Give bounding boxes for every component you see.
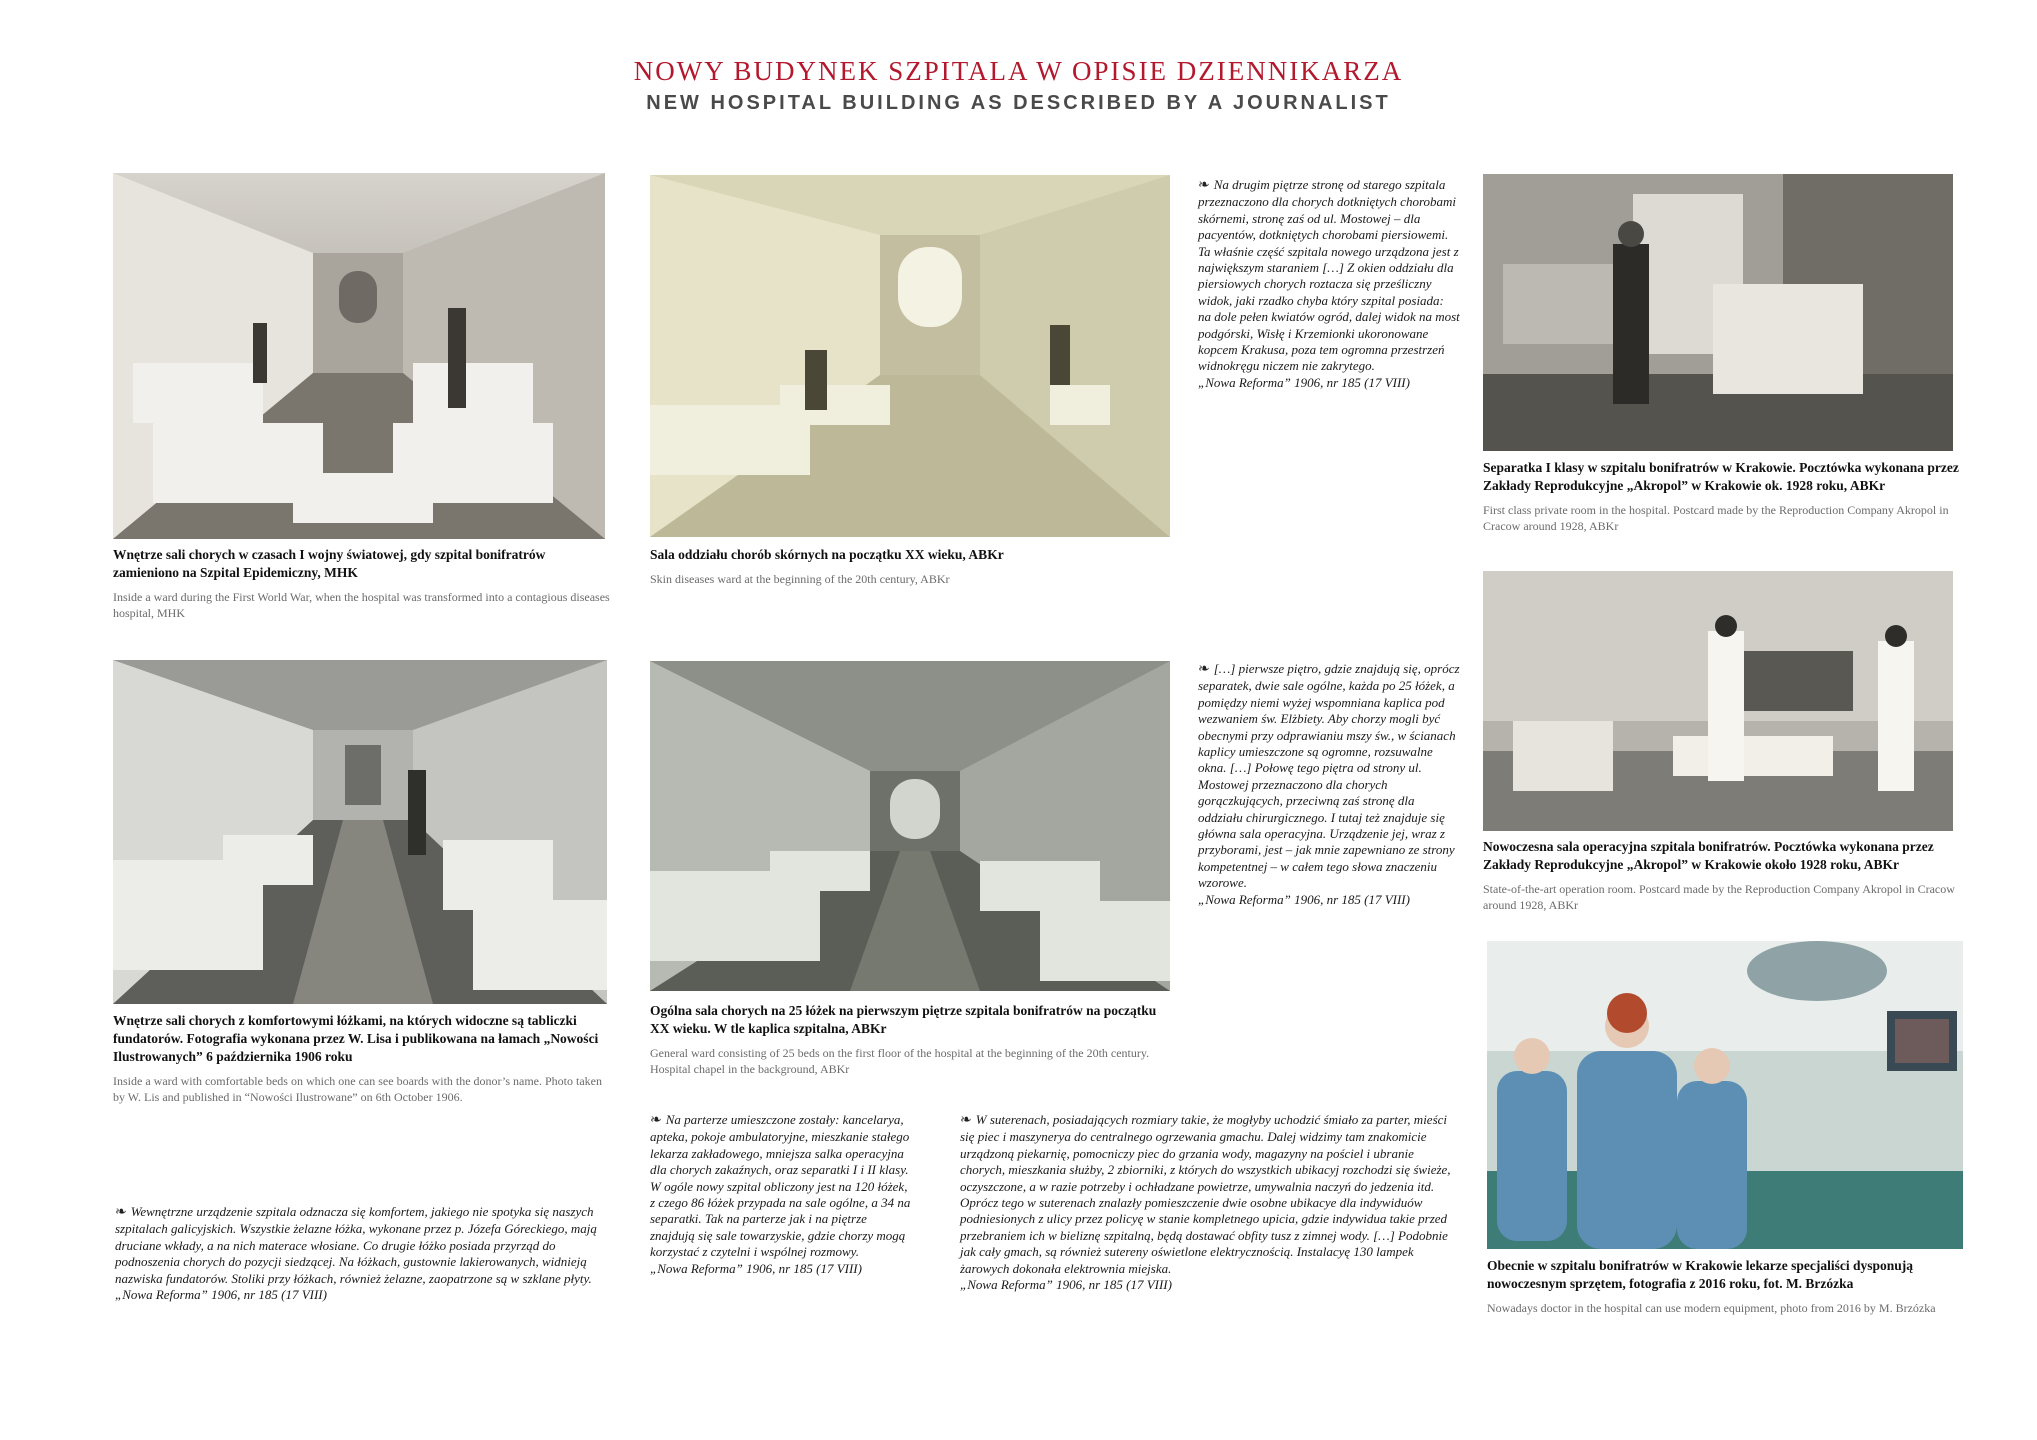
caption-modern-surgery [1487, 1257, 1965, 1316]
photo-private-room [1483, 174, 1953, 451]
caption-pl: Obecnie w szpitalu bonifratrów w Krakowie lekarze specjaliści dysponują nowoczesnym sprzętem, fotografia z 2016 roku, fot. M. Brzózka [1487, 1258, 1913, 1291]
quote-source: „Nowa Reforma” 1906, nr 185 (17 VIII) [1198, 891, 1410, 907]
caption-en: Inside a ward with comfortable beds on which one can see boards with the donor’s name. Photo taken by W. Lis and published in “Nowości Ilustrowane” on 6th October 1906. [113, 1074, 602, 1104]
photo-ward-beds [113, 660, 607, 1004]
fleuron-icon: ❧ [1198, 662, 1210, 677]
caption-en: General ward consisting of 25 beds on the first floor of the hospital at the beginning of the 20th century. Hospital chapel in the background, ABKr [650, 1046, 1150, 1076]
quote-text: Wewnętrzne urządzenie szpitala odznacza się komfortem, jakiego nie spotyka się naszych szpitalach galicyjskich. Wszystkie żelazne łóżka, wykonane przez p. Józefa Góreckiego, mają druciane wkłady, a na nich materace włosiane. Co drugie łóżko posiada przyrząd do podnoszenia chorych do pozycji siedzącej. Na łóżkach, gustownie lakierowanych, widnieją nazwiska fundatorów. Stoliki przy łóżkach, również żelazne, zaopatrzone są w szklane płyty. [115, 1204, 597, 1286]
caption-en: Nowadays doctor in the hospital can use modern equipment, photo from 2016 by M. Brzózka [1487, 1301, 1936, 1315]
quote-source: „Nowa Reforma” 1906, nr 185 (17 VIII) [650, 1260, 862, 1276]
caption-pl: Separatka I klasy w szpitalu bonifratrów w Krakowie. Pocztówka wykonana przez Zakłady Reprodukcyjne „Akropol” w Krakowie ok. 1928 roku, ABKr [1483, 460, 1959, 493]
caption-en: State-of-the-art operation room. Postcard made by the Reproduction Company Akropol in Cracow around 1928, ABKr [1483, 882, 1955, 912]
quote-text: […] pierwsze piętro, gdzie znajdują się, oprócz separatek, dwie sale ogólne, każda po 25 łóżek, a pomiędzy niemi wyżej wspomniana kaplica pod wezwaniem św. Elżbiety. Aby chorzy mogli być obecnymi przy odprawianiu mszy św., w ścianach kaplicy umieszczone są ogromne, rozsuwalne okna. […] Połowę tego piętra od strony ul. Mostowej przeznaczono dla chorych gorączkujących, przeciwną zaś stronę dla oddziału chirurgicznego. I tutaj też znajduje się główna sala operacyjna. Urządzenie jej, wraz z przyborami, jest – jak mnie zapewniano ze strony kompetentnej – w całem tego słowa znaczeniu wzorowe. [1198, 661, 1460, 891]
caption-ward-beds [113, 1012, 611, 1105]
page-subtitle: NEW HOSPITAL BUILDING AS DESCRIBED BY A JOURNALIST [646, 92, 1391, 114]
photo-modern-surgery [1487, 941, 1963, 1249]
fleuron-icon: ❧ [960, 1113, 972, 1128]
caption-en: First class private room in the hospital. Postcard made by the Reproduction Company Akropol in Cracow around 1928, ABKr [1483, 503, 1949, 533]
page-title: NOWY BUDYNEK SZPITALA W OPISIE DZIENNIKARZA [633, 56, 1404, 86]
caption-pl: Wnętrze sali chorych w czasach I wojny światowej, gdy szpital bonifratrów zamieniono na Szpital Epidemiczny, MHK [113, 547, 546, 580]
photo-general-ward [650, 661, 1170, 991]
fleuron-icon: ❧ [115, 1205, 127, 1220]
caption-ward-wwi [113, 546, 611, 621]
quote-text: W suterenach, posiadających rozmiary takie, że mogłyby uchodzić śmiało za parter, mieści się piec i maszynerya do centralnego ogrzewania gmachu. Dalej widzimy tam znakomicie urządzoną piekarnię, pomocniczy piec do grzania wody, magazyny na pościel i ubranie chorych, mieszkania służby, 2 zbiorniki, z których do wszystkich ubikacyj rozchodzi się świeże, oczyszczone, a w razie potrzeby i ochładzane powietrze, umywalnia naczyń do jedzenia itd. Oprócz tego w suterenach znalazły pomieszczenie dwie osobne ubikacye dla indywiduów podniesionych z ulicy przez policyę w stanie kompletnego upicia, gdzie indywidua takie przed przebraniem ich w bieliznę szpitalną, będą dostawać obfity tusz z zimnej wody. […] Podobnie jak cały gmach, są również sutereny oświetlone elektrycznością. Instalacyę 130 lampek żarowych dokonała elektrownia miejska. [960, 1112, 1451, 1276]
quote-interior [115, 1204, 611, 1303]
caption-pl: Ogólna sala chorych na 25 łóżek na pierwszym piętrze szpitala bonifratrów na początku XX wieku. W tle kaplica szpitalna, ABKr [650, 1003, 1157, 1036]
caption-en: Skin diseases ward at the beginning of the 20th century, ABKr [650, 572, 950, 586]
caption-pl: Wnętrze sali chorych z komfortowymi łóżkami, na których widoczne są tabliczki fundatorów. Fotografia wykonana przez W. Lisa i publikowana na łamach „Nowości Ilustrowanych” 6 października 1906 roku [113, 1013, 599, 1064]
quote-text: Na parterze umieszczone zostały: kancelarya, apteka, pokoje ambulatoryjne, mieszkanie stałego lekarza zakładowego, mniejsza salka operacyjna dla chorych zakaźnych, oraz separatki I i II klasy. W ogóle nowy szpital obliczony jest na 120 łóżek, z czego 86 łóżek przypada na sale ogólne, a 34 na separatki. Tak na parterze jak i na piętrze znajdują się sale towarzyskie, gdzie chorzy mogą korzystać z czytelni i wspólnej rozmowy. [650, 1112, 911, 1260]
quote-text: Na drugim piętrze stronę od starego szpitala przeznaczono dla chorych dotkniętych chorobami skórnemi, stronę zaś od ul. Mostowej – dla pacyentów, dotkniętych chorobami piersiowemi. Ta właśnie część szpitala nowego urządzona jest z największym staraniem […] Z okien oddziału dla piersiowych chorych roztacza się prześliczny widok, jaki rzadko chyba który szpital posiada: na dole pełen kwiatów ogród, dalej widok na most podgórski, Wisłę i Krzemionki ukoronowane kopcem Krakusa, poza tem ogromna przestrzeń widnokręgu niczem nie zakrytego. [1198, 177, 1460, 374]
quote-source: „Nowa Reforma” 1906, nr 185 (17 VIII) [115, 1287, 327, 1303]
caption-private-room [1483, 459, 1961, 534]
quote-ground-floor [650, 1112, 912, 1277]
fleuron-icon: ❧ [650, 1113, 662, 1128]
caption-skin-ward [650, 546, 1170, 587]
caption-general-ward [650, 1002, 1172, 1077]
caption-pl: Nowoczesna sala operacyjna szpitala bonifratrów. Pocztówka wykonana przez Zakłady Reprodukcyjne „Akropol” w Krakowie około 1928 roku, ABKr [1483, 839, 1934, 872]
caption-pl: Sala oddziału chorób skórnych na początku XX wieku, ABKr [650, 547, 1004, 562]
photo-operation-room [1483, 571, 1953, 831]
photo-skin-ward [650, 175, 1170, 537]
photo-ward-wwi [113, 173, 605, 539]
fleuron-icon: ❧ [1198, 178, 1210, 193]
quote-second-floor [1198, 177, 1460, 391]
caption-en: Inside a ward during the First World War, when the hospital was transformed into a contagious diseases hospital, MHK [113, 590, 610, 620]
caption-operation-room [1483, 838, 1961, 913]
quote-first-floor [1198, 661, 1460, 908]
quote-basement [960, 1112, 1460, 1293]
quote-source: „Nowa Reforma” 1906, nr 185 (17 VIII) [1198, 374, 1410, 390]
quote-source: „Nowa Reforma” 1906, nr 185 (17 VIII) [960, 1277, 1172, 1293]
